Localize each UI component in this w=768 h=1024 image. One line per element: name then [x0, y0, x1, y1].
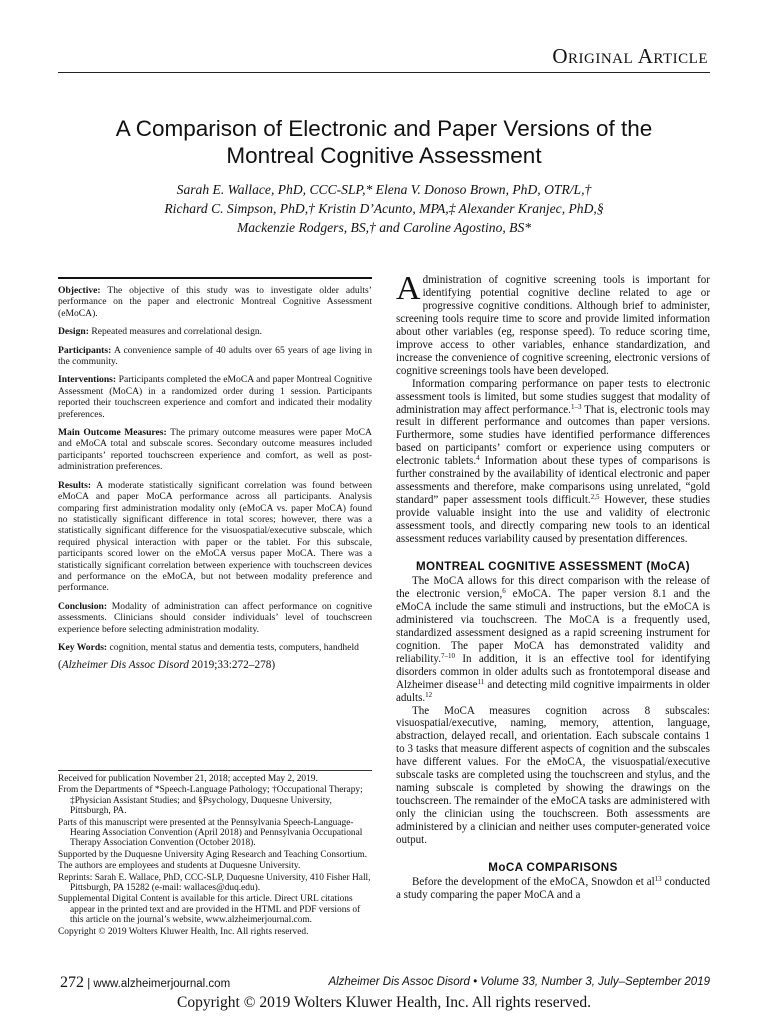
paragraph-text: That is, electronic tools may result in different performance and outcomes than paper versions. Furthermore, some studies have identified performance differences based on participants’ comfort or experience using computers or electronic tablets. — [396, 403, 710, 468]
abstract-text: The objective of this study was to investigate older adults’ performance on the paper and electronic Montreal Cognitive Assessment (eMoCA). — [58, 285, 372, 319]
citation-ref: 6 — [502, 586, 506, 595]
paragraph-text: dministration of cognitive screening tools is important for identifying potential cognitive decline related to age or progressive cognitive conditions. Although brief to administer, screening tools require time to score and provide limited information about other variables (eg, response speed). To reduce scoring time, improve access to other variables, enhance standardization, and increase the convenience of cognitive screening, electronic versions of cognitive screenings tools have been developed. — [396, 274, 710, 377]
abstract-participants — [58, 345, 372, 368]
abstract-design — [58, 326, 372, 337]
comparisons-paragraph-1 — [396, 876, 710, 902]
abstract-label: Conclusion: — [58, 600, 108, 612]
abstract-text: Repeated measures and correlational design. — [91, 326, 263, 338]
abstract-keywords — [58, 642, 372, 653]
paragraph-text: and detecting mild cognitive impairments in older adults. — [396, 678, 710, 704]
moca-paragraph-2: The MoCA measures cognition across 8 subscales: visuospatial/executive, naming, memory, attention, language, abstraction, delayed recall, and orientation. Each subscale contains 1 to 3 tasks that measure different aspects of cognition and the subscales have different values. For the eMoCA, the visuospatial/executive subscale tasks are completed using the touchscreen and stylus, and the naming subscale is completed by showing the drawings on the touchscreen. The remainder of the eMoCA tasks are administered with only the clinician using the touchscreen. Both assessments are administered by a clinician and neither uses computer-generated voice output. — [396, 704, 710, 847]
abstract-label: Key Words: — [58, 641, 108, 653]
author-line: Mackenzie Rodgers, BS,† and Caroline Agostino, BS* — [236, 220, 532, 235]
abstract-label: Design: — [58, 326, 89, 338]
citation-ref: 11 — [477, 677, 485, 686]
paragraph-text: The MoCA allows for this direct comparison with the release of the electronic version, — [396, 574, 710, 600]
citation-ref: 2,5 — [590, 493, 600, 502]
footnote: Supplemental Digital Content is available for this article. Direct URL citations appear in the printed text and are provided in the HTML and PDF versions of this article on the journal’s website, www.alzheimerjournal.com. — [58, 894, 361, 926]
footnote: From the Departments of *Speech-Language Pathology; †Occupational Therapy; ‡Physician Assistant Studies; and §Psychology, Duquesne University, Pittsburgh, PA. — [58, 785, 363, 817]
abstract-text: A moderate statistically significant correlation was found between eMoCA and paper MoCA performance across all participants. Analysis comparing first administration modality only (eMoCA vs. paper MoCA) found no statistically significant difference in total scores; however, there was a statistically significant difference for the visuospatial/executive subscale, which required physical interaction with paper or the tablet. For this subscale, participants scored lower on the eMoCA versus paper MoCA. There was a statistically significant correlation between experience with touchscreen devices and performance on the eMoCA, but not between modality preference and performance. — [58, 479, 373, 594]
citation-ref: 1–3 — [570, 402, 582, 411]
article-title-line: A Comparison of Electronic and Paper Versions of the — [115, 116, 653, 141]
author-line: Richard C. Simpson, PhD,† Kristin D’Acunto, MPA,‡ Alexander Kranjec, PhD,§ — [164, 201, 604, 216]
footnote: Supported by the Duquesne University Aging Research and Teaching Consortium. — [58, 849, 368, 860]
journal-info: Alzheimer Dis Assoc Disord • Volume 33, Number 3, July–September 2019 — [328, 976, 710, 988]
citation-ref: 12 — [425, 690, 433, 699]
journal-website: www.alzheimerjournal.com — [93, 978, 231, 990]
abstract-outcomes — [58, 427, 372, 473]
abstract-text: The primary outcome measures were paper MoCA and eMoCA total and subscale scores. Secondary outcome measures included participants’ reported touchscreen experience and comfort, as well as post-administration preferences. — [58, 427, 372, 473]
abstract-text: A convenience sample of 40 adults over 65 years of age living in the community. — [58, 344, 372, 368]
abstract-text: Modality of administration can affect performance on cognitive assessments. Clinicians should consider individuals’ level of touchscreen experience before selecting administration modality. — [58, 600, 372, 635]
citation-rest: 2019;33:272–278) — [188, 659, 276, 672]
footnote: The authors are employees and students at Duquesne University. — [58, 861, 301, 872]
abstract-label: Participants: — [58, 344, 112, 356]
author-line: Sarah E. Wallace, PhD, CCC-SLP,* Elena V. Donoso Brown, PhD, OTR/L,† — [176, 182, 592, 197]
citation-ref: 4 — [476, 454, 480, 463]
citation-journal: Alzheimer Dis Assoc Disord — [61, 659, 189, 672]
body-text — [396, 270, 710, 902]
page-number: 272 — [60, 974, 84, 991]
citation-ref: 7–10 — [441, 651, 455, 660]
abstract-label: Main Outcome Measures: — [58, 427, 167, 439]
moca-paragraph-1 — [396, 575, 710, 705]
copyright-notice: Copyright © 2019 Wolters Kluwer Health, Inc. All rights reserved. — [176, 994, 592, 1011]
footnote: Parts of this manuscript were presented at the Pennsylvania Speech-Language-Hearing Association Convention (April 2018) and Pennsylvania Occupational Therapy Association Convention (October 2018). — [58, 817, 363, 849]
abstract-label: Interventions: — [58, 374, 117, 386]
paragraph-text: Before the development of the eMoCA, Snowdon et al — [412, 875, 655, 888]
abstract-objective — [58, 285, 372, 319]
footer-left: 272 | www.alzheimerjournal.com — [60, 974, 231, 991]
abstract-label: Objective: — [58, 285, 101, 296]
paragraph-text: However, these studies provide valuable insight into the use and validity of electronic assessment tools, and directly comparing new tools to an identical assessment reduces variability caused by presentation differences. — [396, 494, 710, 546]
abstract-label: Results: — [58, 479, 92, 491]
citation-open: ( — [58, 659, 62, 672]
abstract-interventions — [58, 374, 372, 420]
footnotes — [58, 770, 372, 938]
section-label: Original Article — [552, 44, 708, 68]
footnote: Received for publication November 21, 2018; accepted May 2, 2019. — [58, 774, 318, 784]
abstract-conclusion — [58, 601, 372, 635]
paragraph-text: eMoCA. The paper version 8.1 and the eMoCA include the same stimuli and instructions, but the eMoCA is administered via touchscreen. The MoCA is a frequently used, standardized assessment designed as a rapid screening instrument for cognition. The paper MoCA has demonstrated validity and reliability. — [396, 587, 710, 665]
section-heading-comparisons: MoCA COMPARISONS — [488, 860, 618, 874]
footnote: Reprints: Sarah E. Wallace, PhD, CCC-SLP, Duquesne University, 410 Fisher Hall, Pittsburgh, PA 15282 (e-mail: wallaces@duq.edu). — [58, 872, 371, 894]
paragraph-text: In addition, it is an effective tool for identifying disorders common in older adults such as frontotemporal disease and Alzheimer disease — [396, 652, 710, 691]
citation-ref: 13 — [654, 874, 662, 883]
article-title — [0, 115, 768, 169]
intro-paragraph — [396, 270, 710, 378]
header-rule — [58, 72, 710, 73]
abstract-text: Participants completed the eMoCA and paper Montreal Cognitive Assessment (MoCA) in a randomized order during 1 session. Participants reported their touchscreen experience and comfort and indicated their modality preferences. — [58, 374, 372, 420]
article-title-line: Montreal Cognitive Assessment — [226, 143, 542, 168]
paragraph-text: Information about these types of comparisons is further constrained by the availability of identical electronic and paper assessments and therefore, make comparisons using unrelated, “gold standard” paper assessment tools difficult. — [396, 455, 710, 507]
intro-paragraph-2 — [396, 378, 710, 546]
abstract-citation — [58, 660, 372, 671]
abstract-text: cognition, mental status and dementia tests, computers, handheld — [109, 641, 359, 653]
abstract-results — [58, 480, 372, 594]
paragraph-text: Information comparing performance on paper tests to electronic assessment tools is limited, but some studies suggest that modality of administration may affect performance. — [396, 377, 710, 416]
abstract — [58, 277, 372, 679]
section-heading-moca: MONTREAL COGNITIVE ASSESSMENT (MoCA) — [416, 560, 690, 574]
drop-cap: A — [396, 270, 421, 307]
footnote: Copyright © 2019 Wolters Kluwer Health, Inc. All rights reserved. — [58, 926, 309, 937]
paragraph-text: conducted a study comparing the paper MoCA and a — [396, 875, 710, 901]
author-list — [0, 180, 768, 237]
